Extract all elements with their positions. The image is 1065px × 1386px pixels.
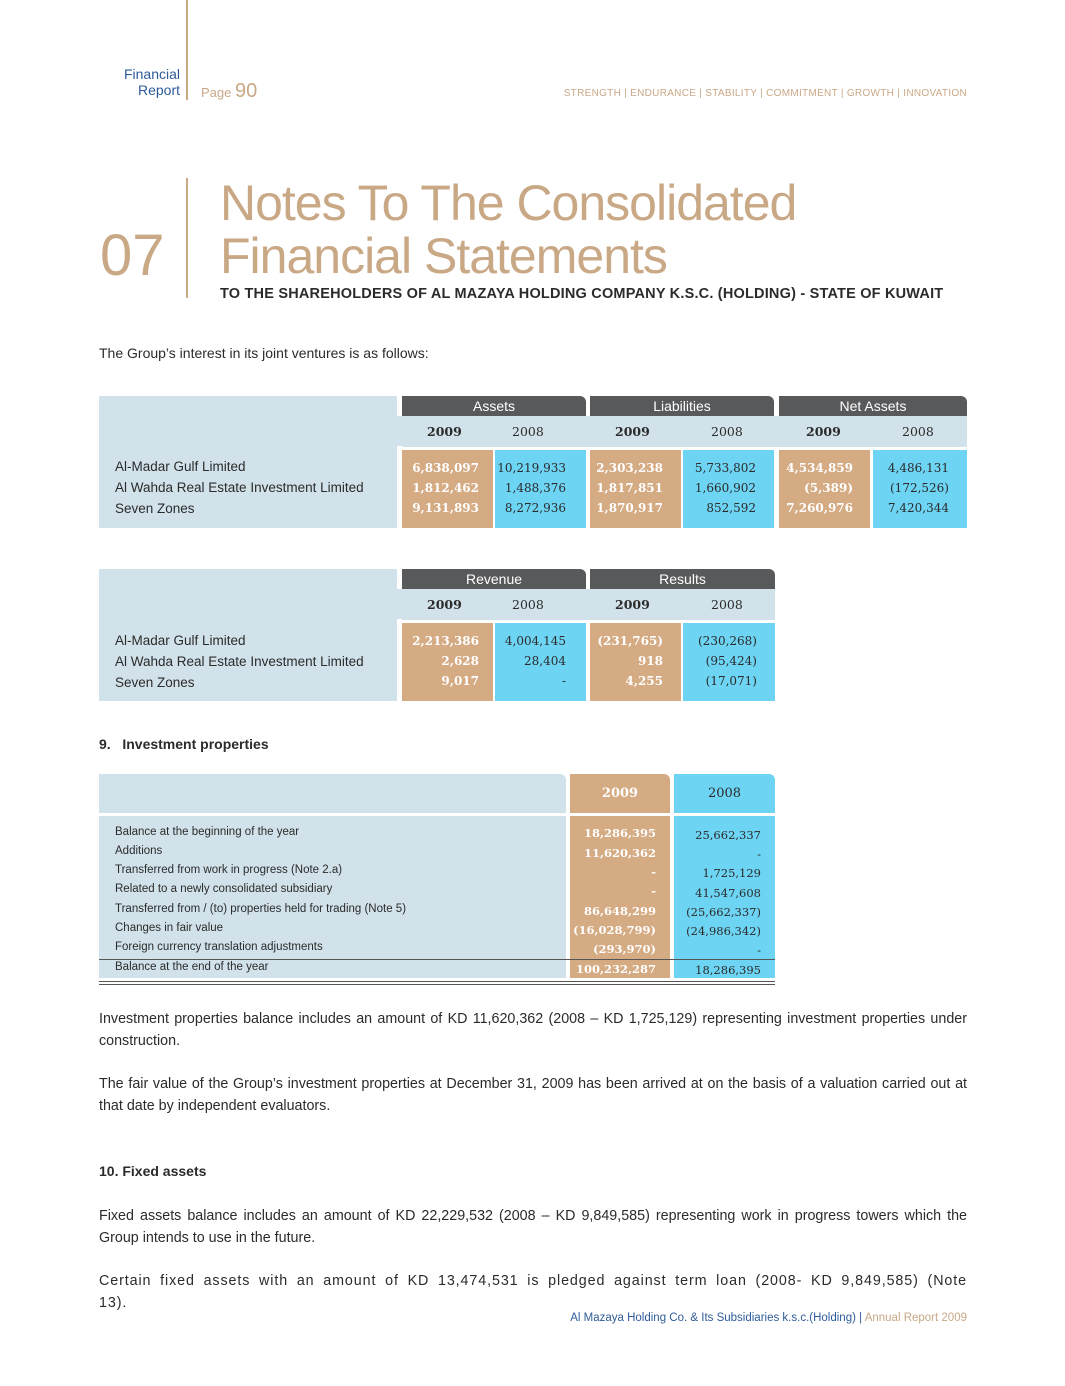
cell-value: 10,219,933 [497,461,566,475]
cell-value: 4,486,131 [887,461,949,475]
cell-value: 1,660,902 [694,481,756,495]
year-prior: 2008 [707,786,742,801]
title-divider [186,178,188,298]
cell-value: 7,260,976 [786,501,853,515]
row-label: Additions [115,845,163,857]
jv-balance-table [99,396,967,528]
cell-value: 4,255 [625,674,663,688]
intro-text: The Group’s interest in its joint ventures is as follows: [99,345,429,361]
cell-value: 918 [637,654,663,668]
cell-value: (16,028,799) [573,923,656,937]
cell-value: (25,662,337) [686,905,761,919]
cell-value: 8,272,936 [504,501,566,515]
cell-value: 9,017 [441,674,479,688]
fixed-assets-para-1: Fixed assets balance includes an amount of KD 22,229,532 (2008 – KD 9,849,585) representing work in progress towers which the Group intends to use in the future. [99,1208,967,1246]
cell-value: (230,268) [698,634,757,648]
financial-label: Financial [123,66,180,82]
cell-value: 100,232,287 [575,962,656,976]
group-header-results: Results [590,569,775,589]
investment-para-2: The fair value of the Group’s investment properties at December 31, 2009 has been arrived at on the basis of a valuation carried out at that date by independent evaluators. [99,1076,967,1114]
cell-value: (24,986,342) [686,924,761,938]
year-prior: 2008 [902,424,934,439]
year-current: 2009 [427,424,462,439]
page-number: 90 [235,80,258,102]
net-assets-2008-column [873,450,967,528]
year-prior: 2008 [711,597,743,612]
page-word: Page [201,85,232,100]
cell-value: 852,592 [706,501,756,515]
row-label: Transferred from work in progress (Note 2.a) [115,864,343,876]
cell-value: 28,404 [524,654,566,668]
year-current: 2009 [427,597,462,612]
assets-2008-column [495,450,586,528]
cell-value: (17,071) [705,674,757,688]
section-heading-fixed-assets: 10. Fixed assets [99,1163,207,1179]
year-current: 2009 [601,786,639,801]
cell-value: (5,389) [804,481,853,495]
cell-value: 25,662,337 [695,828,761,842]
net-assets-2009-column [779,450,870,528]
cell-value: 5,733,802 [694,461,756,475]
row-label: Related to a newly consolidated subsidiary [115,883,333,895]
year-row [402,590,775,620]
page-subtitle: TO THE SHAREHOLDERS OF AL MAZAYA HOLDING COMPANY K.S.C. (HOLDING) - STATE OF KUWAIT [220,286,944,302]
investment-properties-table [99,774,775,986]
page-label [201,80,257,103]
cell-value: 7,420,344 [887,501,949,515]
row-label: Foreign currency translation adjustments [115,941,323,953]
row-label: Transferred from / (to) properties held for trading (Note 5) [115,903,407,915]
cell-value: 41,547,608 [695,886,761,900]
col-2009-values [570,774,670,986]
fixed-assets-para-2: Certain fixed assets with an amount of KD 13,474,531 is pledged against term loan (2008- KD 9,849,585) (Note 13). [99,1273,967,1311]
cell-value: - [757,943,761,957]
section-label [100,66,180,98]
row-label: Al-Madar Gulf Limited [115,633,246,648]
footer-separator: | [859,1312,863,1324]
results-2008-column [683,623,775,701]
group-header-net-assets: Net Assets [779,396,967,416]
jv-results-table [99,569,775,701]
cell-value: 1,488,376 [504,481,566,495]
year-prior: 2008 [512,424,544,439]
footer [570,1312,967,1324]
col-2008-values [674,774,775,986]
cell-value: - [561,674,566,688]
group-header-liabilities: Liabilities [590,396,774,416]
row-label: Changes in fair value [115,922,224,934]
cell-value: - [651,865,656,879]
cell-value: 1,817,851 [596,481,663,495]
year-current: 2009 [615,424,650,439]
row-label: Balance at the end of the year [115,961,269,973]
cell-value: 4,534,859 [786,461,853,475]
cell-value: 11,620,362 [583,846,656,860]
cell-value: (231,765) [597,634,663,648]
section-heading-investment-properties: 9. Investment properties [99,736,269,752]
assets-2009-column [402,450,493,528]
cell-value: 2,303,238 [596,461,663,475]
cell-value: 4,004,145 [504,634,566,648]
liabilities-2008-column [683,450,774,528]
cell-value: (172,526) [890,481,949,495]
row-label: Seven Zones [115,675,195,690]
cell-value: 1,812,462 [412,481,479,495]
row-label: Al Wahda Real Estate Investment Limited [115,480,364,495]
cell-value: 18,286,395 [695,963,761,977]
year-prior: 2008 [512,597,544,612]
row-label: Al-Madar Gulf Limited [115,459,246,474]
cell-value: - [651,884,656,898]
cell-value: - [757,847,761,861]
cell-value: 86,648,299 [583,904,656,918]
report-label: Report [137,82,180,98]
row-label: Al Wahda Real Estate Investment Limited [115,654,364,669]
footer-company: Al Mazaya Holding Co. & Its Subsidiaries k.s.c.(Holding) [570,1312,856,1324]
cell-value: 1,870,917 [596,501,663,515]
chapter-number: 07 [100,223,165,288]
footer-annual-report: Annual Report 2009 [864,1312,967,1324]
year-prior: 2008 [711,424,743,439]
year-current: 2009 [806,424,841,439]
cell-value: 9,131,893 [412,501,479,515]
cell-value: 2,213,386 [412,634,479,648]
cell-value: 18,286,395 [583,826,656,840]
row-label: Balance at the beginning of the year [115,826,300,838]
cell-value: (293,970) [593,942,656,956]
page-title-line2: Financial Statements [220,228,667,284]
label-column [99,816,566,978]
revenue-2008-column [495,623,586,701]
group-header-assets: Assets [402,396,586,416]
investment-para-1: Investment properties balance includes an amount of KD 11,620,362 (2008 – KD 1,725,129) representing investment properties under construction. [99,1011,967,1049]
header-divider [186,0,188,100]
row-label: Seven Zones [115,501,195,516]
year-current: 2009 [615,597,650,612]
group-header-revenue: Revenue [402,569,586,589]
liabilities-2009-column [590,450,681,528]
header-label-cell [99,774,566,813]
cell-value: 6,838,097 [412,461,479,475]
cell-value: 2,628 [441,654,479,668]
revenue-2009-column [402,623,493,701]
cell-value: (95,424) [705,654,757,668]
tagline: STRENGTH | ENDURANCE | STABILITY | COMMITMENT | GROWTH | INNOVATION [563,88,967,99]
cell-value: 1,725,129 [702,866,761,880]
results-2009-column [590,623,681,701]
page-title-line1: Notes To The Consolidated [220,175,797,231]
year-row [402,417,967,447]
